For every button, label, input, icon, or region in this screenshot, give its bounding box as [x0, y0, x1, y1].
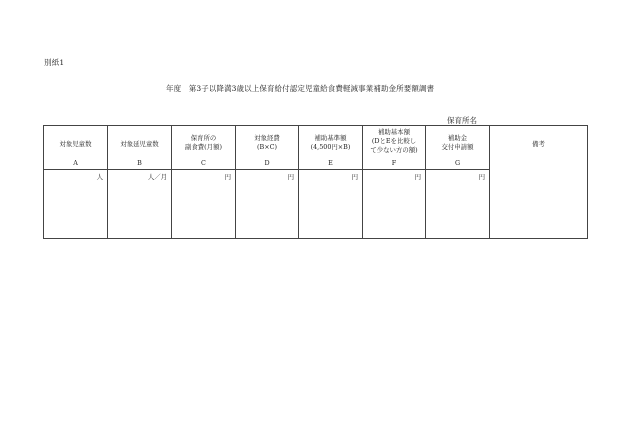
- cell-b: [108, 170, 172, 239]
- header-letter: G: [454, 159, 461, 167]
- table-header-row: [44, 126, 588, 170]
- cell-f: [363, 170, 426, 239]
- unit-label: 円: [478, 173, 485, 181]
- unit-label: 円: [224, 173, 231, 181]
- header-label: 保育所の 副食費(月額): [185, 134, 222, 151]
- header-label: 対象延児童数: [120, 140, 159, 148]
- facility-name-label: 保育所名: [447, 116, 477, 125]
- unit-label: 円: [414, 173, 421, 181]
- header-letter: A: [73, 159, 78, 167]
- header-cell-d: [236, 126, 299, 170]
- remarks-cell: [490, 126, 588, 239]
- page-label: 別紙1: [44, 58, 65, 67]
- header-label: 補助金 交付申請額: [441, 134, 474, 151]
- cell-g: [426, 170, 490, 239]
- header-letter: F: [391, 159, 397, 167]
- header-label: 対象経費 (B×C): [254, 134, 280, 151]
- header-letter: E: [328, 159, 333, 167]
- cell-c: [172, 170, 236, 239]
- header-letter: C: [201, 159, 206, 167]
- header-cell-e: [299, 126, 363, 170]
- header-cell-f: [363, 126, 426, 170]
- unit-label: 円: [351, 173, 358, 181]
- header-cell-c: [172, 126, 236, 170]
- header-label: 補助基準額 (4,500円×B): [310, 134, 351, 151]
- budget-table: [43, 125, 588, 239]
- header-letter: D: [264, 159, 270, 167]
- header-letter: B: [137, 159, 142, 167]
- header-label: 補助基本額 (DとEを比較し て少ない方の額): [370, 128, 418, 154]
- header-cell-g: [426, 126, 490, 170]
- header-label: 対象児童数: [59, 140, 92, 148]
- unit-label: 人: [96, 173, 103, 181]
- header-cell-b: [108, 126, 172, 170]
- cell-d: [236, 170, 299, 239]
- cell-e: [299, 170, 363, 239]
- header-cell-a: [44, 126, 108, 170]
- document-title: 年度 第3子以降満3歳以上保育給付認定児童給食費軽減事業補助金所要額調書: [166, 84, 435, 93]
- unit-label: 円: [287, 173, 294, 181]
- remarks-label: 備考: [532, 140, 545, 148]
- cell-a: [44, 170, 108, 239]
- unit-label: 人／月: [147, 173, 167, 181]
